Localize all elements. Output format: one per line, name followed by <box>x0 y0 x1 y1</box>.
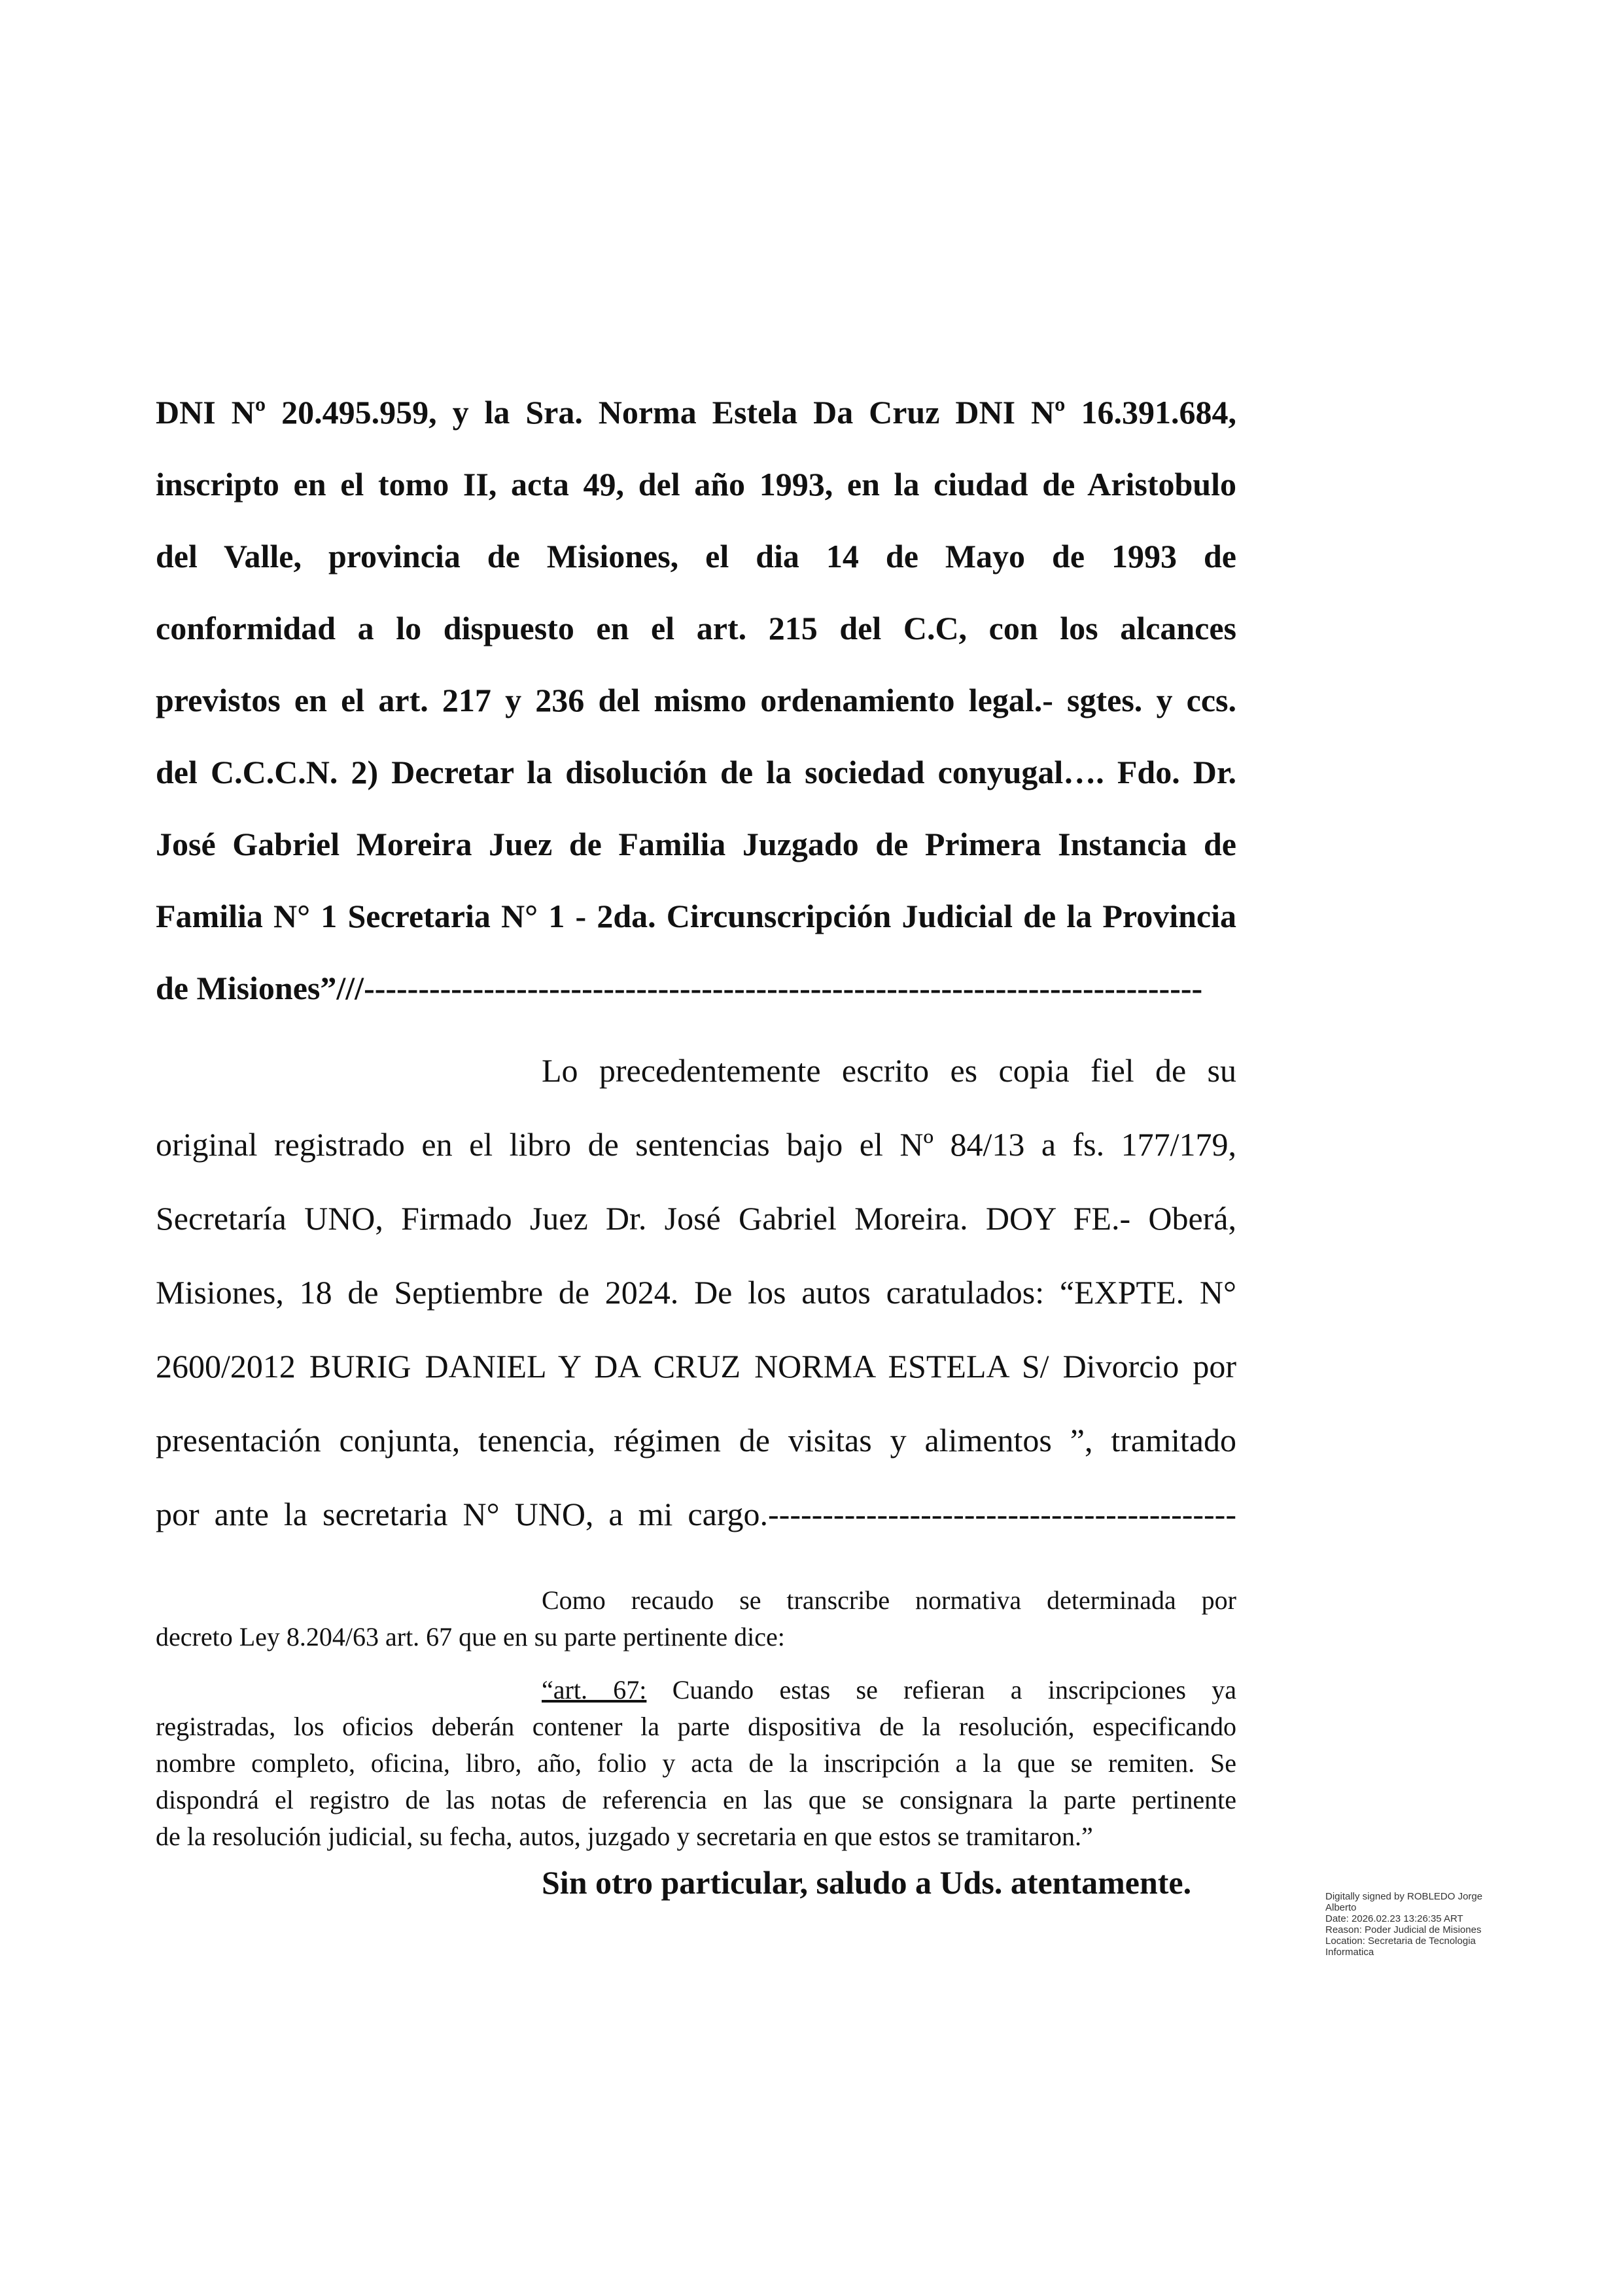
resolution-line: del Valle, provincia de Misiones, el dia 14 de Mayo de 1993 de <box>156 538 1236 574</box>
resolution-paragraph <box>156 376 1236 1024</box>
certification-line: original registrado en el libro de sentencias bajo el Nº 84/13 a fs. 177/179, <box>156 1126 1236 1163</box>
certification-line: 2600/2012 BURIG DANIEL Y DA CRUZ NORMA ESTELA S/ Divorcio por <box>156 1348 1236 1385</box>
signature-line: Location: Secretaria de Tecnologia <box>1325 1935 1476 1947</box>
recaudo-line: Como recaudo se transcribe normativa determinada por <box>542 1585 1236 1615</box>
signature-line: Reason: Poder Judicial de Misiones <box>1325 1924 1482 1935</box>
recaudo-line: decreto Ley 8.204/63 art. 67 que en su parte pertinente dice: <box>156 1622 785 1651</box>
article-67-quote <box>156 1672 1236 1855</box>
article-first-line <box>156 1672 1236 1708</box>
recaudo-paragraph <box>156 1582 1236 1655</box>
resolution-line: previstos en el art. 217 y 236 del mismo ordenamiento legal.- sgtes. y ccs. <box>156 682 1236 718</box>
resolution-line: del C.C.C.N. 2) Decretar la disolución de la sociedad conyugal…. Fdo. Dr. <box>156 754 1236 790</box>
resolution-line: José Gabriel Moreira Juez de Familia Juzgado de Primera Instancia de <box>156 826 1236 862</box>
digital-signature-stamp <box>1325 1891 1522 1958</box>
certification-line: por ante la secretaria N° UNO, a mi cargo.------------------------------------------- <box>156 1496 1236 1532</box>
resolution-line: de Misiones”///----------------------------------------------------------------------------- <box>156 970 1203 1006</box>
article-label: “art. 67: <box>542 1675 647 1704</box>
article-line: nombre completo, oficina, libro, año, folio y acta de la inscripción a la que se remiten. Se <box>156 1748 1236 1778</box>
article-line: de la resolución judicial, su fecha, autos, juzgado y secretaria en que estos se tramitaron.” <box>156 1822 1093 1851</box>
certification-line: presentación conjunta, tenencia, régimen de visitas y alimentos ”, tramitado <box>156 1422 1236 1458</box>
certification-line: Misiones, 18 de Septiembre de 2024. De los autos caratulados: “EXPTE. N° <box>156 1274 1236 1311</box>
resolution-line: conformidad a lo dispuesto en el art. 215 del C.C, con los alcances <box>156 610 1236 646</box>
article-first-line-text: Cuando estas se refieran a inscripciones ya <box>646 1675 1236 1704</box>
certification-line: Lo precedentemente escrito es copia fiel de su <box>542 1052 1236 1089</box>
resolution-line: DNI Nº 20.495.959, y la Sra. Norma Estela Da Cruz DNI Nº 16.391.684, <box>156 394 1236 431</box>
article-line: registradas, los oficios deberán contener la parte dispositiva de la resolución, especificando <box>156 1712 1236 1741</box>
signature-line: Date: 2026.02.23 13:26:35 ART <box>1325 1913 1463 1924</box>
signature-line: Digitally signed by ROBLEDO Jorge <box>1325 1891 1483 1902</box>
resolution-line: inscripto en el tomo II, acta 49, del año 1993, en la ciudad de Aristobulo <box>156 466 1236 503</box>
certification-line: Secretaría UNO, Firmado Juez Dr. José Gabriel Moreira. DOY FE.- Oberá, <box>156 1200 1236 1237</box>
signature-line: Alberto <box>1325 1902 1357 1913</box>
article-line: dispondrá el registro de las notas de referencia en las que se consignara la parte pertinente <box>156 1785 1236 1814</box>
certification-paragraph <box>156 1034 1236 1551</box>
signature-line: Informatica <box>1325 1947 1374 1958</box>
closing-salutation: Sin otro particular, saludo a Uds. atentamente. <box>542 1864 1192 1901</box>
resolution-line: Familia N° 1 Secretaria N° 1 - 2da. Circunscripción Judicial de la Provincia <box>156 898 1236 934</box>
